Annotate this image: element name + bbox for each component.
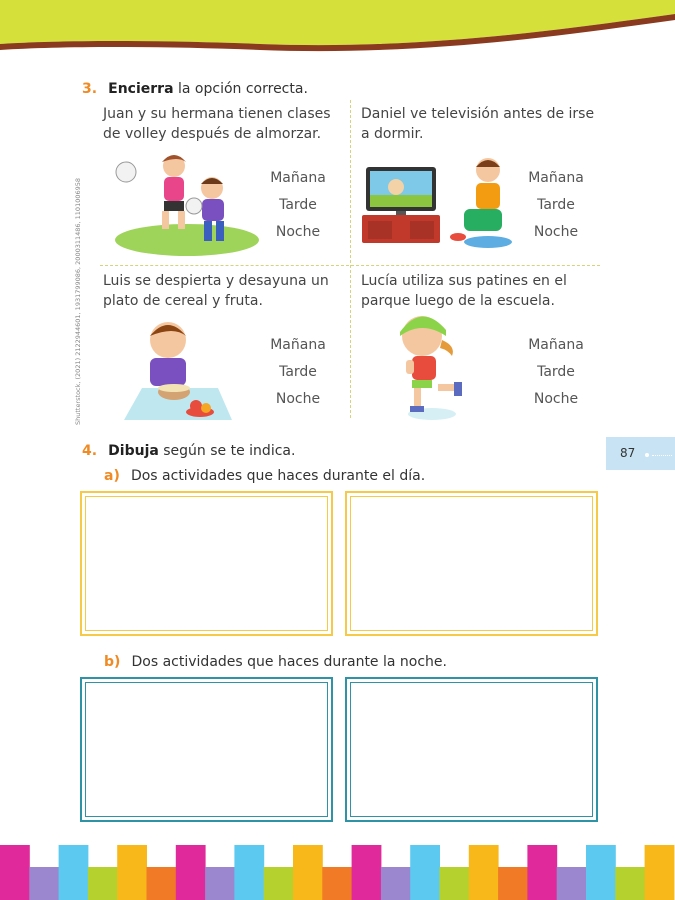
item-4-text: Lucía utiliza sus patines en el parque luego de la escuela.	[361, 273, 567, 309]
item-1-option-noche[interactable]: Noche	[275, 224, 321, 240]
grid-horizontal-divider	[100, 265, 600, 266]
strip-bar	[645, 845, 675, 900]
exercise-3-heading	[82, 78, 308, 97]
boy-eating-breakfast-icon	[122, 316, 232, 424]
strip-bar	[205, 867, 235, 900]
strip-bar	[264, 867, 294, 900]
grid-vertical-divider	[350, 100, 351, 418]
item-2-option-manana[interactable]: Mañana	[528, 170, 584, 186]
photo-credit-text: Shutterstock, (2021) 2122944601, 1931799086, 2000311486, 1101006958	[74, 177, 82, 425]
item-4-option-tarde[interactable]: Tarde	[537, 364, 575, 380]
item-4-option-manana[interactable]: Mañana	[528, 337, 584, 353]
strip-bar	[586, 845, 616, 900]
strip-bar	[557, 867, 587, 900]
item-1-option-tarde[interactable]: Tarde	[279, 197, 317, 213]
part-a-label: a)	[104, 468, 120, 484]
strip-bar	[498, 867, 528, 900]
item-2-option-tarde[interactable]: Tarde	[537, 197, 575, 213]
girl-roller-skating-icon	[392, 310, 472, 422]
item-3-option-manana[interactable]: Mañana	[270, 337, 326, 353]
strip-bar	[322, 867, 352, 900]
exercise-4-heading	[82, 440, 295, 459]
kids-playing-volleyball-icon	[112, 148, 262, 260]
strip-bar	[176, 845, 206, 900]
item-4-option-noche[interactable]: Noche	[533, 391, 579, 407]
strip-bar	[381, 867, 411, 900]
photo-credit	[74, 177, 84, 435]
strip-bar	[352, 845, 382, 900]
drawing-box-night-1[interactable]	[80, 677, 333, 822]
page-number: 87	[620, 446, 636, 460]
exercise-3-verb: Encierra	[108, 81, 174, 97]
page-tab-dot	[645, 453, 649, 457]
drawing-box-day-2[interactable]	[345, 491, 598, 636]
item-3-option-tarde[interactable]: Tarde	[279, 364, 317, 380]
strip-bar	[0, 845, 30, 900]
item-2-text: Daniel ve televisión antes de irse a dormir.	[361, 106, 595, 142]
drawing-box-night-2[interactable]	[345, 677, 598, 822]
boy-watching-tv-icon	[360, 155, 515, 250]
top-decorative-band	[0, 0, 675, 70]
exercise-4-number: 4.	[82, 443, 98, 459]
exercise-4-verb: Dibuja	[108, 443, 159, 459]
strip-bar	[234, 845, 264, 900]
exercise-3-instruction: la opción correcta.	[173, 81, 308, 97]
strip-bar	[469, 845, 499, 900]
item-1-option-manana[interactable]: Mañana	[270, 170, 326, 186]
part-b-prompt	[104, 651, 447, 670]
page-tab-dotted-line	[652, 455, 672, 456]
item-1-text: Juan y su hermana tienen clases de volley después de almorzar.	[103, 106, 331, 142]
part-a-text: Dos actividades que haces durante el día.	[130, 468, 426, 484]
strip-bar	[59, 845, 89, 900]
strip-bar	[117, 845, 147, 900]
bottom-decorative-strip	[0, 845, 675, 900]
part-b-label: b)	[104, 654, 121, 670]
strip-bar	[615, 867, 645, 900]
item-3-option-noche[interactable]: Noche	[275, 391, 321, 407]
exercise-4-instruction: según se te indica.	[158, 443, 296, 459]
strip-bar	[29, 867, 59, 900]
strip-bar	[88, 867, 118, 900]
part-b-text: Dos actividades que haces durante la noche.	[131, 654, 447, 670]
strip-bar	[147, 867, 177, 900]
exercise-3-number: 3.	[82, 81, 98, 97]
strip-bar	[410, 845, 440, 900]
item-2-option-noche[interactable]: Noche	[533, 224, 579, 240]
item-3-text: Luis se despierta y desayuna un plato de cereal y fruta.	[103, 273, 329, 309]
page-number-tab	[606, 437, 675, 470]
strip-bar	[440, 867, 470, 900]
part-a-prompt	[104, 465, 425, 484]
strip-bar	[293, 845, 323, 900]
strip-bar	[527, 845, 557, 900]
drawing-box-day-1[interactable]	[80, 491, 333, 636]
